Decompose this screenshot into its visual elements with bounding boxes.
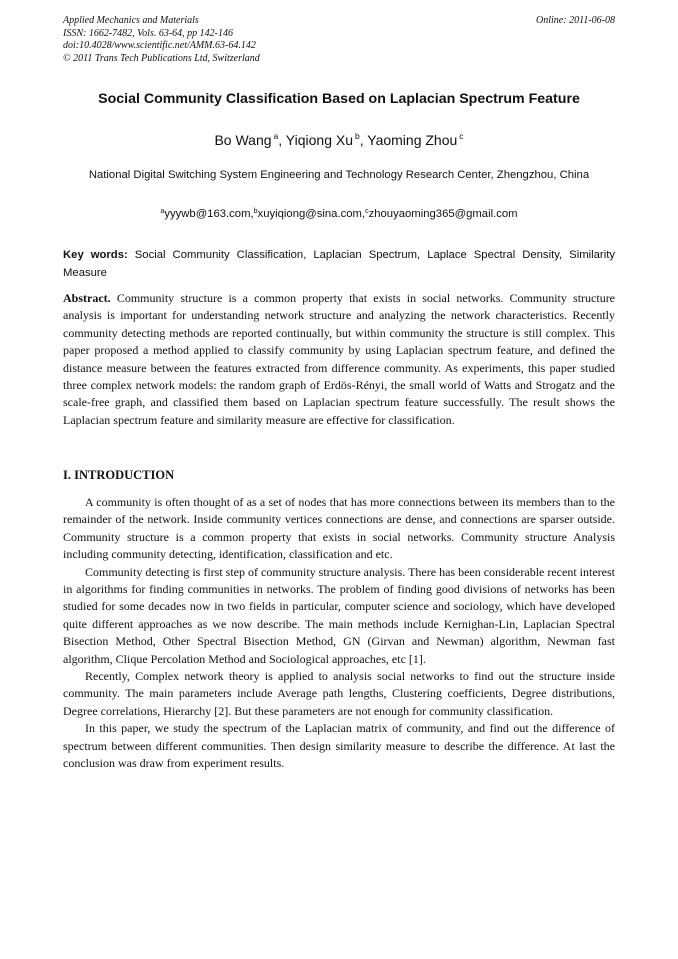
journal-name: Applied Mechanics and Materials [63,15,199,26]
keywords-label: Key words: [63,249,128,261]
email-separator: , [361,208,366,220]
author-list [40,131,638,148]
paragraph: A community is often thought of as a set of nodes that has more connections between its members than to the remainder of the network. Inside community vertices connections are dense, and connections are sparser outside. Community structure is a common property that exists in social networks. Community structure Analysis including community detecting, identification, classification and etc. [63,495,615,562]
paragraph: Community detecting is first step of community structure analysis. There has been considerable recent interest in algorithms for finding communities in networks. The problem of finding good divisions of networks has been studied for some decades now in two fields in particular, computer science and sociology, which have developed quite different approaches as we now describe. The main methods include Kernighan-Lin, Laplacian Spectral Bisection Method, Other Spectral Bisection Method, GN (Girvan and Newman) algorithm, Newman fast algorithm, Clique Percolation Method and Sociological approaches, etc [1]. [63,564,615,666]
email-address: yyywb@163.com [164,208,251,220]
email-mark: a [160,208,165,215]
abstract [63,290,615,429]
keywords-text: Social Community Classification, Laplacian Spectrum, Laplace Spectral Density, Similarity Measure [63,249,615,279]
abstract-text: Community structure is a common property that exists in social networks. Community structure analysis is important for understanding network structure and analyzing the network characteristics. Recently community detecting methods are reported continually, but within community the structure is still complex. This paper proposed a method applied to classify community by using Laplacian spectrum feature, and defined the distance measure between the features extracted from difference community. As experiments, this paper studied three complex network models: the random graph of Erdös-Rényi, the small world of Watts and Strogatz and the scale-free graph, and classified them based on Laplacian spectrum feature successfully. The result shows the Laplacian spectrum feature and similarity measure are effective for classification. [63,291,616,427]
author-separator: , [359,132,368,148]
abstract-label: Abstract. [63,291,111,305]
email-mark: b [253,208,258,215]
email-address: xuyiqiong@sina.com [257,208,362,220]
issn-line: ISSN: 1662-7482, Vols. 63-64, pp 142-146 [63,27,233,39]
author-name: Yaoming Zhou [367,132,458,148]
author-name: Bo Wang [214,132,272,148]
author-affiliation-mark: c [459,131,464,141]
online-date: Online: 2011-06-08 [536,15,615,26]
doi-line: doi:10.4028/www.scientific.net/AMM.63-64.142 [63,40,256,51]
email-mark: c [365,208,369,215]
email-separator: , [250,208,254,220]
author-separator: , [278,132,286,148]
author-name: Yiqiong Xu [285,132,353,148]
author-affiliation-mark: a [273,131,279,141]
email-address: zhouyaoming365@gmail.com [368,208,518,220]
publication-info [63,15,260,65]
affiliation: National Digital Switching System Engineering and Technology Research Center, Zhengzhou, China [88,169,590,181]
introduction-body [63,494,615,773]
author-affiliation-mark: b [355,131,360,141]
paper-title: Social Community Classification Based on Laplacian Spectrum Feature [98,91,580,107]
email-list [40,208,638,220]
paragraph: Recently, Complex network theory is applied to analysis social networks to find out the structure inside community. The main parameters include Average path lengths, Clustering coefficients, Degree distributions, Degree correlations, Hierarchy [2]. But these parameters are not enough for community classification. [63,669,615,718]
copyright-line: © 2011 Trans Tech Publications Ltd, Switzerland [63,52,260,64]
keywords [63,247,615,282]
journal-header [63,15,615,65]
paragraph: In this paper, we study the spectrum of the Laplacian matrix of community, and find out the difference of spectrum between different communities. Then design similarity measure to describe the difference. At last the conclusion was draw from experiment results. [63,721,615,771]
section-heading: I. INTRODUCTION [63,468,175,482]
